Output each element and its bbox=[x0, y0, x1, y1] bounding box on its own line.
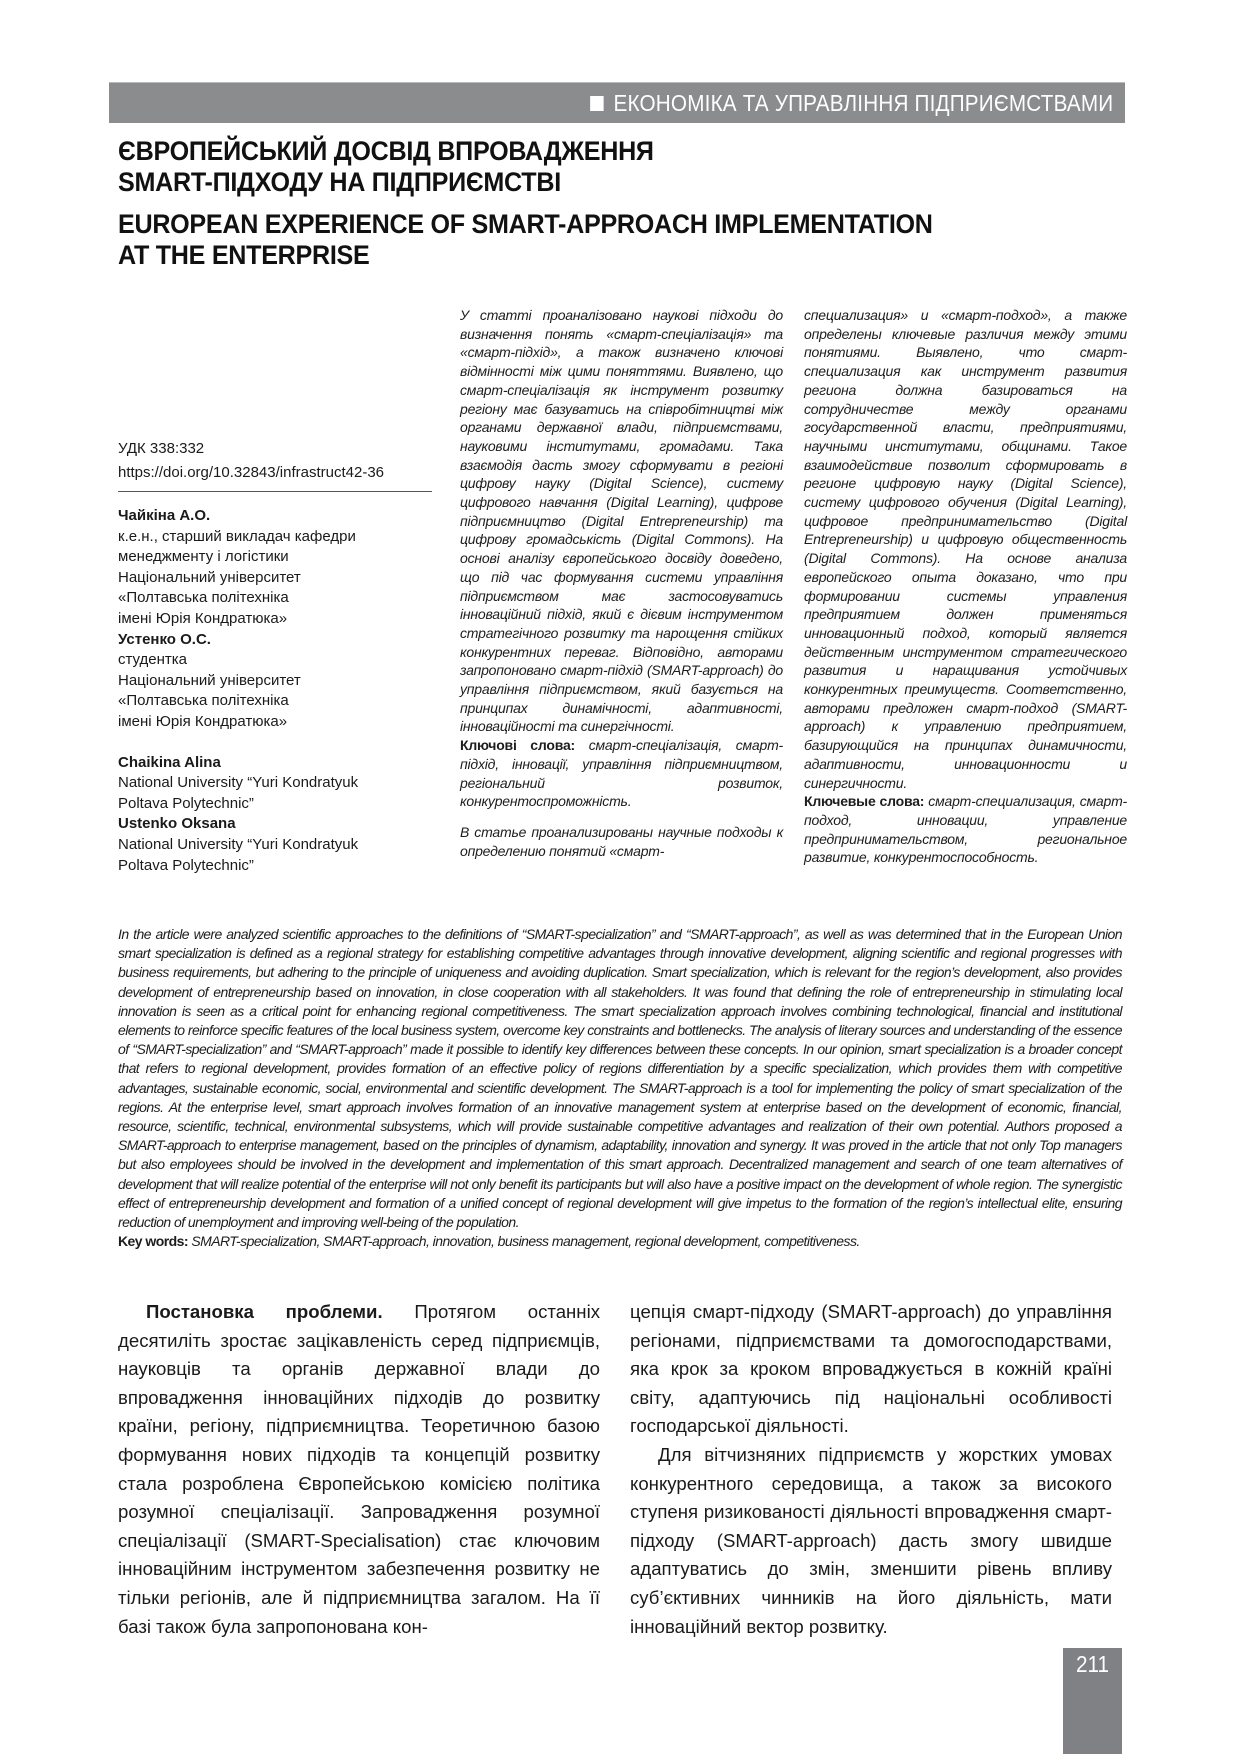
title-en-line1: EUROPEAN EXPERIENCE OF SMART-APPROACH IMPLEMENTATION bbox=[118, 209, 933, 239]
abstract-en-text: In the article were analyzed scientific approaches to the definitions of “SMART-specialization” and “SMART-approach”, as well as was determined that in the European Union smart specialization is defined as a regional strategy for establishing competitive advantages through innovative development, aligning scientific and regional progresses with business requirements, but adhering to the principle of uniqueness and avoiding duplication. Smart specialization, which is relevant for the region’s development, also provides development of entrepreneurship based on innovation, in close cooperation with all stakeholders. It was found that defining the role of entrepreneurship in stimulating local innovation is seen as a critical point for enhancing regional competitiveness. The smart specialization approach involves combining technological, financial and institutional elements to reinforce specific features of the local business system, overcome key constraints and bottlenecks. The analysis of literary sources and understanding of the essence of “SMART-specialization” and “SMART-approach” made it possible to identify key differences between these concepts. In our opinion, smart specialization is a broader concept that refers to regional development, provides formation of an effective policy of regions differentiation by a specific specialization, which provides them with competitive advantages, sustainable economic, social, environmental and scientific development. The SMART-approach is a tool for implementing the policy of smart specialization of the regions. At the enterprise level, smart approach involves formation of an innovative management system at enterprise based on the development of economic, financial, resource, scientific, technical, environmental subsystems, which will provide sustainable competitive advantages and realization of their own potential. Authors proposed a SMART-approach to enterprise management, based on the principles of dynamism, adaptability, innovation and synergy. It was proved in the article that not only Top managers but also employees should be involved in the development and implementation of this smart approach. Decentralized management and search of one team alternatives of development that will realize potential of the enterprise will not only benefit its participants but will also have a positive impact on the development of whole region. The synergistic effect of entrepreneurship development and formation of a unified concept of regional development will give impetus to the formation of the region’s intellectual elite, ensuring reduction of unemployment and improving well-being of the population. bbox=[118, 926, 1122, 1231]
section-title-text: ЕКОНОМІКА ТА УПРАВЛІННЯ ПІДПРИЄМСТВАМИ bbox=[613, 90, 1113, 116]
body-paragraph-2: Для вітчизняних підприємств у жорстких умовах конкурентного середовища, а також за високого ступеня ризикованості діяльності впровадження смарт-підходу (SMART-approach) дасть змогу швидше адаптуватись до змін, зменшити рівень впливу суб’єктивних чинників на його діяльність, мати інноваційний вектор розвитку. bbox=[630, 1443, 1112, 1637]
meta-divider bbox=[118, 491, 432, 492]
doi-link[interactable]: https://doi.org/10.32843/infrastruct42-36 bbox=[118, 464, 385, 481]
author-affiliation-line: імені Юрія Кондратюка» bbox=[118, 712, 288, 730]
keywords-text: смарт-специализация, смарт-подход, инновации, управление предпринимательством, региональное развитие, конкурентоспособность. bbox=[804, 793, 1127, 866]
author-affiliation-line: «Полтавська політехніка bbox=[118, 692, 289, 710]
body-column-right bbox=[630, 1298, 1112, 1641]
udc-code: УДК 338:332 bbox=[118, 440, 205, 457]
abstract-en-keywords bbox=[118, 1232, 1122, 1251]
title-en-line2: AT THE ENTERPRISE bbox=[118, 240, 370, 270]
author-affiliation-line: National University “Yuri Kondratyuk bbox=[118, 774, 359, 792]
author-ua-1 bbox=[118, 506, 438, 630]
abstract-ru-text: специализация» и «смарт-подход», а также определены ключевые различия между этими понятиями. Выявлено, что смарт-специализация как инструмент развития региона должна базироваться на сотрудничестве между органами государственной власти, предприятиями, научными институтами, общинами. Такое взаимодействие позволит сформировать в регионе цифровую науку (Digital Science), систему цифрового обучения (Digital Learning), цифровое предпринимательство (Digital Entrepreneurship) и цифровую общественность (Digital Commons). На основе анализа европейского опыта доказано, что при формировании системы управления предприятием должен применяться инновационный подход, который является действенным инструментом стратегического развития и наращивания устойчивых конкурентных преимуществ. Соответственно, авторами предложен смарт-подход (SMART-approach) к управлению предприятием, базирующийся на принципах динамичности, адаптивности, инновационности и синергичности. bbox=[804, 307, 1127, 791]
keywords-text: SMART-specialization, SMART-approach, innovation, business management, regional development, competitiveness. bbox=[191, 1233, 860, 1250]
author-affiliation-line: National University “Yuri Kondratyuk bbox=[118, 835, 359, 853]
keywords-label: Ключевые слова: bbox=[804, 793, 925, 810]
author-name: Устенко О.С. bbox=[118, 630, 211, 648]
author-name: Ustenko Oksana bbox=[118, 815, 236, 833]
author-affiliation-line: менеджменту і логістики bbox=[118, 548, 289, 566]
body-paragraph-1-cont: цепція смарт-підходу (SMART-approach) до управління регіонами, підприємствами та домогосподарствами, яка крок за кроком впроваджується в кожній країні світу, адаптуючись під національні особливості господарської діяльності. bbox=[630, 1301, 1112, 1437]
article-title-en bbox=[118, 209, 933, 271]
keywords-label: Key words: bbox=[118, 1233, 188, 1250]
abstract-ru-text-start: В статье проанализированы научные подходы к определению понятий «смарт- bbox=[460, 823, 783, 859]
abstract-ru-keywords bbox=[804, 792, 1127, 867]
body-text: Протягом останніх десятиліть зростає зацікавленість серед підприємців, науковців та органів державної влади до впровадження інноваційних підходів до розвитку країни, регіону, підприємництва. Теоретичною базою формування нових підходів та концепцій розвитку стала розроблена Європейською комісією політика розумної спеціалізації. Запровадження розумної спеціалізації (SMART-Specialisation) стає ключовим інноваційним інструментом забезпечення розвитку не тільки регіонів, але й підприємництва загалом. На її базі також була запропонована кон- bbox=[118, 1301, 601, 1637]
article-title-ua bbox=[118, 136, 654, 198]
author-affiliation-line: «Полтавська політехніка bbox=[118, 589, 289, 607]
spacer bbox=[460, 811, 783, 823]
abstract-ua-keywords bbox=[460, 736, 783, 811]
body-paragraph-1 bbox=[118, 1298, 600, 1641]
title-ua-line2: SMART-ПІДХОДУ НА ПІДПРИЄМСТВІ bbox=[118, 167, 561, 197]
author-ua-2 bbox=[118, 630, 438, 733]
abstract-column-1 bbox=[460, 306, 783, 860]
page-number: 211 bbox=[1075, 1651, 1109, 1677]
keywords-text: смарт-спеціалізація, смарт-підхід, інновації, управління підприємництвом, регіональний розвиток, конкурентоспроможність. bbox=[460, 737, 783, 810]
authors-block bbox=[118, 506, 438, 876]
author-name: Чайкіна А.О. bbox=[118, 507, 211, 524]
page-number-box bbox=[1063, 1648, 1122, 1754]
article-meta bbox=[118, 437, 432, 500]
author-affiliation-line: Poltava Polytechnic” bbox=[118, 794, 254, 812]
abstract-column-2 bbox=[804, 306, 1127, 867]
author-en-1 bbox=[118, 753, 438, 815]
author-affiliation-line: імені Юрія Кондратюка» bbox=[118, 609, 288, 627]
author-affiliation-line: студентка bbox=[118, 651, 188, 669]
author-affiliation-line: Національний університет bbox=[118, 568, 301, 586]
section-header-bar bbox=[109, 82, 1125, 123]
spacer bbox=[118, 733, 438, 753]
body-column-left bbox=[118, 1298, 600, 1641]
title-ua-line1: ЄВРОПЕЙСЬКИЙ ДОСВІД ВПРОВАДЖЕННЯ bbox=[118, 136, 654, 166]
author-affiliation-line: Poltava Polytechnic” bbox=[118, 856, 254, 874]
author-affiliation-line: к.е.н., старший викладач кафедри bbox=[118, 527, 356, 545]
section-heading: Постановка проблеми. bbox=[146, 1301, 383, 1322]
keywords-label: Ключові слова: bbox=[460, 737, 576, 754]
abstract-ua-text: У статті проаналізовано наукові підходи до визначення понять «смарт-спеціалізація» та «смарт-підхід», а також визначено ключові відмінності між цими поняттями. Виявлено, що смарт-спеціалізація як інструмент розвитку регіону має базуватись на співробітництві між органами державної влади, підприємствами, науковими інститутами, громадами. Така взаємодія дасть змогу сформувати в регіоні цифрову науку (Digital Science), систему цифрового навчання (Digital Learning), цифрове підприємництво (Digital Entrepreneurship) та цифрову громадськість (Digital Commons). На основі аналізу європейського досвіду доведено, що під час формування системи управління підприємством має застосовуватись інноваційний підхід, який є дієвим інструментом стратегічного розвитку та нарощення стійких конкурентних переваг. Відповідно, авторами запропоновано смарт-підхід (SMART-approach) до управління підприємством, який базується на принципах динамічності, адаптивності, інноваційності та синергічності. bbox=[460, 307, 783, 735]
author-name: Chaikina Alina bbox=[118, 753, 221, 771]
square-bullet-icon bbox=[590, 96, 604, 111]
author-affiliation-line: Національний університет bbox=[118, 671, 301, 689]
abstract-en bbox=[118, 925, 1122, 1251]
section-title bbox=[590, 90, 1113, 117]
author-en-2 bbox=[118, 814, 438, 876]
